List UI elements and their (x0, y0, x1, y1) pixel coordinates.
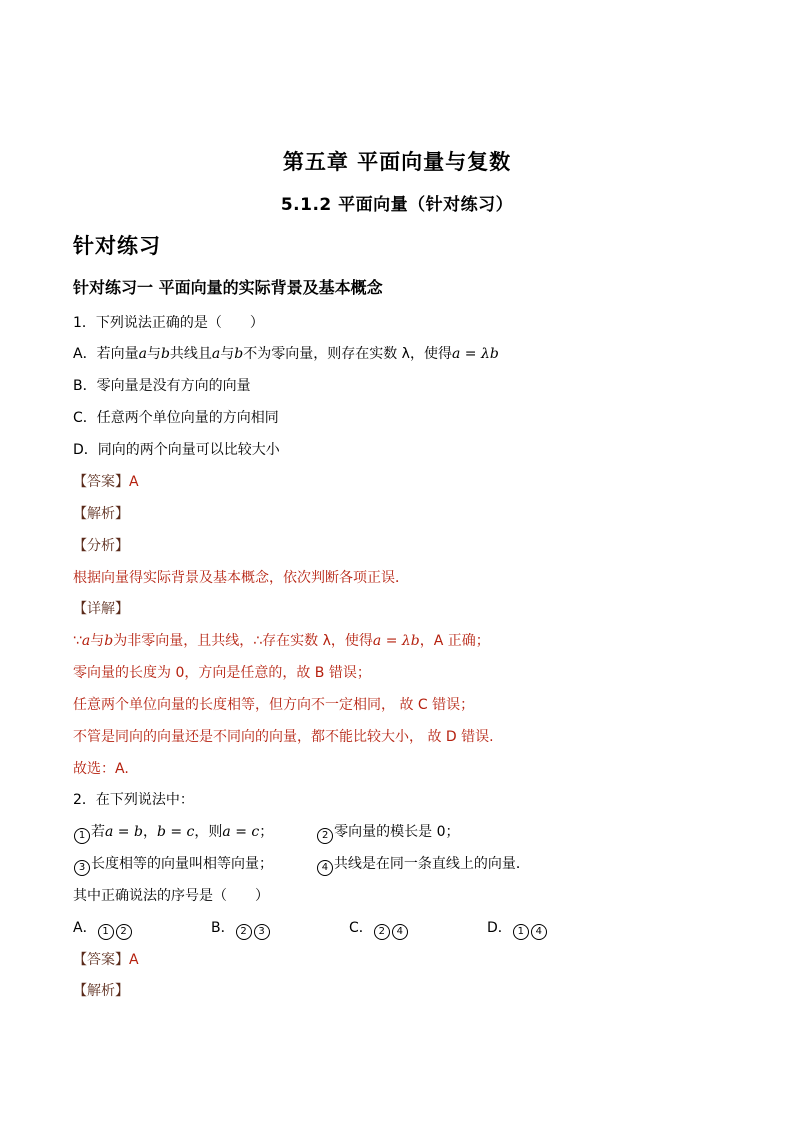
detail-mid: 与 (90, 633, 105, 649)
answer-value: A (129, 952, 139, 968)
answer-label: 【答案】 (73, 952, 129, 968)
vector-equation: a = b (105, 824, 143, 840)
q1-analysis-label: 【解析】 (73, 506, 129, 522)
option-label: B． (211, 920, 235, 936)
q2-statements-row-2 (73, 854, 530, 876)
circled-number: 3 (74, 860, 90, 876)
circled-number: 2 (236, 924, 252, 940)
detail-pre: ∵ (73, 633, 82, 649)
exercise-heading: 针对练习 (73, 234, 161, 258)
q1-stem: 1．下列说法正确的是（ ） (73, 315, 264, 331)
exercise-subheading: 针对练习一 平面向量的实际背景及基本概念 (73, 278, 383, 297)
q1-option-a-mid3: 与 (220, 346, 235, 362)
vector-equation: a = λb (451, 346, 499, 362)
answer-label: 【答案】 (73, 474, 129, 490)
circled-number: 4 (392, 924, 408, 940)
statement-2: 零向量的模长是 0； (334, 824, 460, 840)
chapter-title: 第五章 平面向量与复数 (282, 150, 512, 174)
circled-number: 1 (74, 828, 90, 844)
vector-equation: a = λb (372, 633, 420, 649)
vector-a: a (138, 346, 147, 362)
q1-fenxi-label: 【分析】 (73, 538, 129, 554)
q2-option-d (487, 918, 548, 940)
circled-number: 4 (531, 924, 547, 940)
vector-a: a (81, 633, 91, 649)
q1-detail-line-3: 任意两个单位向量的长度相等，但方向不一定相同， 故 C 错误； (73, 697, 475, 713)
detail-post: 为非零向量，且共线，∴存在实数 λ，使得 (113, 633, 373, 649)
circled-number: 1 (513, 924, 529, 940)
q1-option-a-mid1: 与 (146, 346, 161, 362)
vector-equation: b = c (156, 824, 195, 840)
statement-1-end: ； (259, 824, 274, 840)
option-label: D． (487, 920, 512, 936)
q2-option-b (211, 918, 349, 940)
vector-b: b (234, 346, 244, 362)
option-label: C． (349, 920, 373, 936)
q1-option-a-mid4: 不为零向量，则存在实数 λ，使得 (243, 346, 452, 362)
statement-1-mid: ，则 (194, 824, 223, 840)
circled-number: 2 (116, 924, 132, 940)
q1-fenxi-text: 根据向量得实际背景及基本概念，依次判断各项正误． (73, 570, 409, 586)
vector-a: a (211, 346, 221, 362)
q2-option-a (73, 918, 211, 940)
circled-number: 3 (254, 924, 270, 940)
q2-stem: 2．在下列说法中： (73, 792, 194, 808)
vector-b: b (104, 633, 114, 649)
answer-value: A (129, 474, 139, 490)
circled-number: 1 (98, 924, 114, 940)
q1-detail-line-2: 零向量的长度为 0，方向是任意的，故 B 错误； (73, 665, 371, 681)
q2-ask: 其中正确说法的序号是（ ） (73, 888, 269, 904)
q1-detail-label: 【详解】 (73, 601, 129, 617)
circled-number: 2 (317, 828, 333, 844)
detail-end: ，A 正确； (419, 633, 490, 649)
q1-choose: 故选：A. (73, 761, 129, 777)
option-label: A． (73, 920, 97, 936)
q1-answer (73, 472, 139, 492)
circled-number: 4 (317, 860, 333, 876)
q1-option-a-pre: A．若向量 (73, 346, 139, 362)
circled-number: 2 (374, 924, 390, 940)
statement-1-pre: 若 (91, 824, 105, 840)
q2-statements-row-1 (73, 822, 459, 844)
q1-option-b: B．零向量是没有方向的向量 (73, 378, 251, 394)
q1-detail-line-4: 不管是同向的向量还是不同向的向量，都不能比较大小， 故 D 错误. (73, 729, 494, 745)
statement-4: 共线是在同一条直线上的向量． (333, 856, 530, 872)
q2-option-c (349, 918, 487, 940)
statement-1-sep: ， (142, 824, 157, 840)
q2-options (73, 918, 548, 940)
q1-detail-line-1 (73, 631, 490, 651)
q1-option-c: C．任意两个单位向量的方向相同 (73, 410, 279, 426)
q1-option-a-mid2: 共线且 (169, 346, 212, 362)
q2-answer (73, 950, 139, 970)
q1-option-a (73, 344, 499, 364)
q2-analysis-label: 【解析】 (73, 983, 129, 999)
section-title: 5.1.2 平面向量（针对练习） (280, 195, 514, 215)
statement-3: 长度相等的向量叫相等向量； (91, 856, 273, 872)
vector-equation: a = c (222, 824, 260, 840)
q1-option-d: D．同向的两个向量可以比较大小 (73, 442, 280, 458)
vector-b: b (160, 346, 170, 362)
